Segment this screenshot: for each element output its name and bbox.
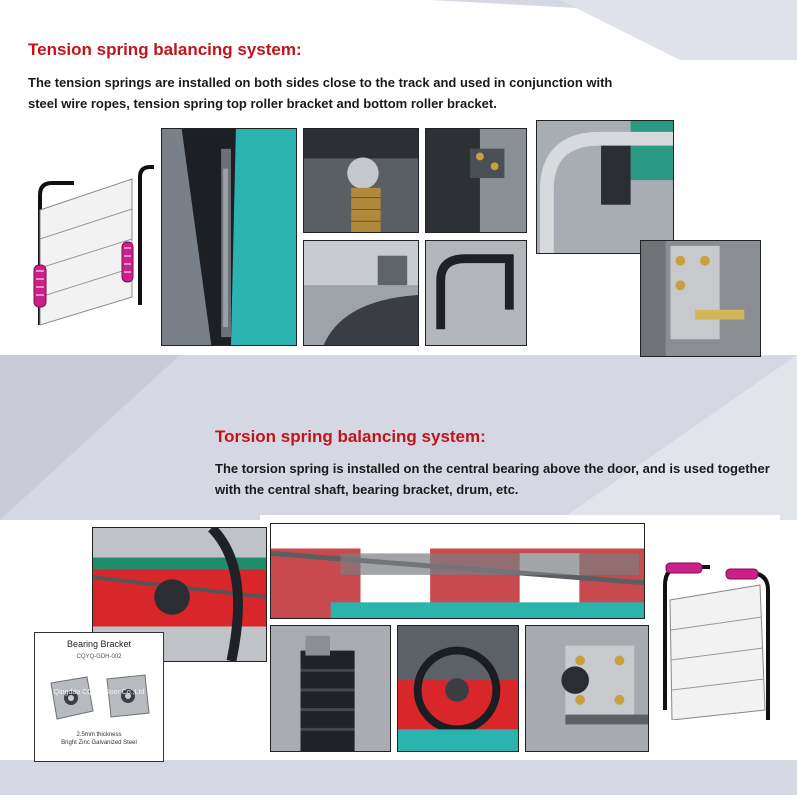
bearing-bracket-card [34,632,164,762]
tension-photo-track-spring [161,128,297,346]
tension-photo-bottom-roller [303,240,419,346]
bearing-bracket-watermark: Qingdao CQYQ Door Co.,Ltd [53,689,145,696]
torsion-photo-spring-closeup [270,625,391,752]
tension-spring-left-icon [34,265,46,307]
torsion-photo-bearing-mount [525,625,649,752]
torsion-photo-spring-shaft [270,523,645,619]
bearing-bracket-spec-material: Bright Zinc Galvanized Steel [61,740,137,746]
bearing-bracket-image [35,665,163,730]
bearing-bracket-title: Bearing Bracket [66,639,132,649]
torsion-section-title: Torsion spring balancing system: [215,427,486,446]
tension-photo-bottom-bracket [640,240,761,357]
tension-photo-bracket-dark [425,128,527,233]
tension-photo-curved-track [536,120,674,254]
torsion-spring-left-icon [666,563,702,573]
bearing-bracket-spec-thickness: 2.5mm thickness [76,732,122,738]
tension-description-line2: steel wire ropes, tension spring top roller bracket and bottom roller bracket. [28,96,497,111]
bearing-bracket-code: CQYQ-GDH-002 [76,654,122,660]
tension-description-line1: The tension springs are installed on both sides close to the track and used in conjunction with [28,75,613,90]
torsion-door-diagram [650,545,780,720]
tension-door-diagram [22,155,157,340]
torsion-photo-drum [397,625,519,752]
tension-spring-right-icon [122,242,133,282]
torsion-spring-right-icon [726,569,758,579]
tension-section-title: Tension spring balancing system: [28,40,302,59]
torsion-description-line2: with the central shaft, bearing bracket, drum, etc. [215,482,519,497]
tension-photo-cable-hose [425,240,527,346]
tension-photo-top-roller [303,128,419,233]
torsion-description-line1: The torsion spring is installed on the central bearing above the door, and is used together [215,461,770,476]
